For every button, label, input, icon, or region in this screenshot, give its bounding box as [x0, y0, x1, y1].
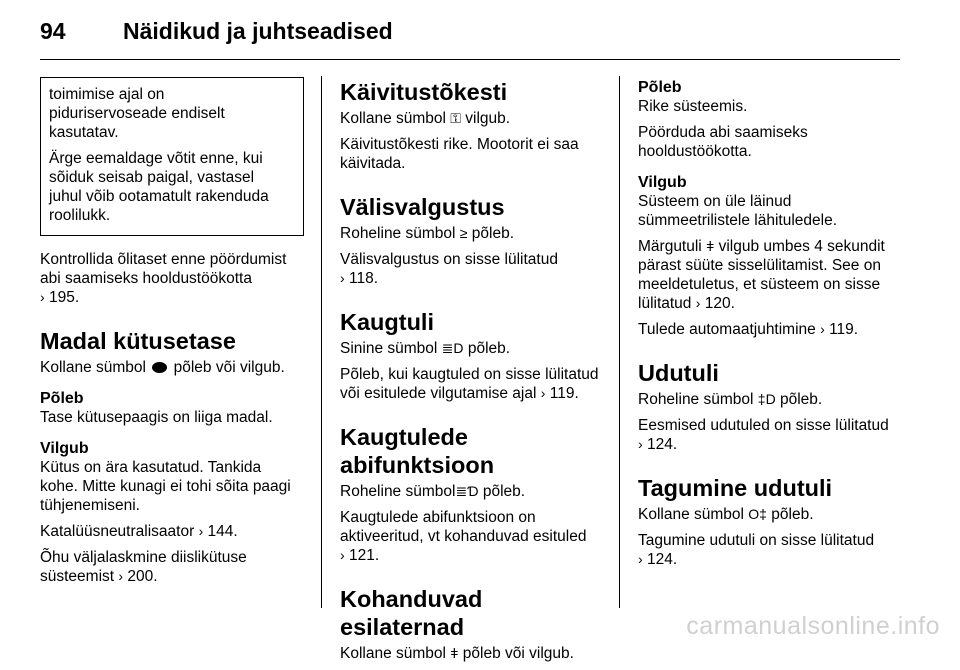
column-3: [638, 78, 903, 576]
text-line: kasutatav.: [49, 124, 119, 141]
text: Kollane sümbol: [40, 359, 146, 376]
warning-box: [40, 77, 304, 236]
text-line: roolilukk.: [49, 207, 111, 224]
blink-paragraph: [638, 237, 903, 313]
ref-arrow-icon: ›: [638, 436, 643, 452]
ref-arrow-icon: ›: [540, 385, 546, 401]
text-line: Kaugtulede abifunktsioon on: [340, 509, 536, 526]
text: Kollane sümbol: [340, 110, 446, 127]
text: põleb.: [780, 391, 823, 408]
exterior-on-paragraph: [340, 250, 605, 288]
key-car-icon: ⚿: [450, 110, 461, 126]
poleb-afl-paragraph: [638, 123, 903, 161]
header-divider: [40, 59, 900, 60]
heading-vilgub-afl: Vilgub: [638, 174, 687, 191]
page-ref[interactable]: 124.: [646, 551, 678, 568]
text-line: Pöörduda abi saamiseks: [638, 124, 808, 141]
text-line: tühjenemiseni.: [40, 497, 140, 514]
warning-paragraph-2: [49, 149, 295, 225]
text-line: sõiduk seisab paigal, vastasel: [49, 169, 255, 186]
adaptive-headlight-icon: ǂ: [706, 238, 715, 254]
column-divider-1: [321, 76, 322, 608]
highbeam-on-paragraph: [340, 365, 605, 403]
page-ref[interactable]: 144.: [207, 523, 238, 540]
text-line: Ärge eemaldage võtit enne, kui: [49, 150, 263, 167]
heading-poleb: Põleb: [40, 390, 84, 407]
text: põleb või vilgub.: [462, 645, 574, 662]
heading-poleb-afl: Põleb: [638, 79, 682, 96]
page-ref[interactable]: 119.: [829, 321, 859, 338]
column-1: [40, 78, 304, 593]
poleb-text: Tase kütusepaagis on liiga madal.: [40, 409, 273, 426]
fuel-paragraph: [40, 358, 304, 377]
catalyst-paragraph: [40, 522, 304, 541]
text-line: kohe. Mitte kunagi ei tohi sõita paagi: [40, 478, 291, 495]
text-line: Süsteem on üle läinud: [638, 193, 792, 210]
ref-arrow-icon: ›: [40, 289, 45, 305]
text-line: Käivitustõkesti rike. Mootorit ei saa: [340, 136, 579, 153]
text: või esitulede vilgutamise ajal: [340, 385, 537, 402]
text: vilgub.: [465, 110, 511, 127]
hbassist-on-paragraph: [340, 508, 605, 565]
page-ref[interactable]: 195.: [48, 289, 80, 306]
highbeam-paragraph: [340, 339, 605, 358]
text-line: meeldetuletus, et süsteem on sisse: [638, 276, 881, 293]
text-line: juhul võib ootamatult rakenduda: [49, 188, 269, 205]
afl-paragraph: [340, 644, 605, 663]
adaptive-headlight-icon: ǂ: [450, 645, 459, 661]
emission-paragraph: [40, 548, 304, 586]
text: Roheline sümbol: [638, 391, 754, 408]
text: põleb.: [482, 483, 526, 500]
text: põleb või vilgub.: [173, 359, 285, 376]
text-line: Kütus on ära kasutatud. Tankida: [40, 459, 262, 476]
heading-immobilizer: Käivitustõkesti: [340, 79, 508, 105]
text-line: käivitada.: [340, 155, 406, 172]
heading-rear-fog-light: Tagumine udutuli: [638, 475, 833, 501]
ref-arrow-icon: ›: [198, 523, 204, 539]
exterior-paragraph: [340, 224, 605, 243]
hbassist-paragraph: [340, 482, 605, 501]
column-2: [340, 78, 605, 670]
fog-paragraph: [638, 390, 903, 409]
page-ref[interactable]: 121.: [348, 547, 380, 564]
fog-on-paragraph: [638, 416, 903, 454]
text: põleb.: [467, 340, 511, 357]
heading-exterior-lights: Välisvalgustus: [340, 194, 505, 220]
page-header: [40, 18, 900, 58]
text: Kollane sümbol: [340, 645, 446, 662]
page-ref[interactable]: 118.: [348, 270, 379, 287]
immobilizer-paragraph: [340, 109, 605, 128]
text: Kollane sümbol: [638, 506, 744, 523]
page-title: Näidikud ja juhtseadised: [123, 18, 393, 44]
text: põleb.: [471, 225, 515, 242]
text-line: Tagumine udutuli on sisse lülitatud: [638, 532, 875, 549]
heading-low-fuel: Madal kütusetase: [40, 328, 236, 354]
page-ref[interactable]: 124.: [646, 436, 678, 453]
text-line: sümmeetrilistele lähituledele.: [638, 212, 838, 229]
heading-high-beam-assist: Kaugtulede abifunktsioon: [340, 424, 495, 478]
page-number: 94: [40, 18, 66, 44]
text: Sinine sümbol: [340, 340, 438, 357]
text: vilgub umbes 4 sekundit: [718, 238, 885, 255]
text: lülitatud: [638, 295, 692, 312]
text-line: Eesmised udutuled on sisse lülitatud: [638, 417, 889, 434]
text-line: hooldustöökotta.: [638, 143, 752, 160]
text: Roheline sümbol: [340, 225, 456, 242]
rearfog-on-paragraph: [638, 531, 903, 569]
auto-light-paragraph: [638, 320, 903, 339]
text-line: toimimise ajal on: [49, 86, 165, 103]
text: põleb.: [771, 506, 814, 523]
high-beam-icon: ≣D: [441, 340, 464, 356]
page-ref[interactable]: 119.: [549, 385, 579, 402]
text: Katalüüsneutralisaator: [40, 523, 195, 540]
text: Märgutuli: [638, 238, 702, 255]
rearfog-paragraph: [638, 505, 903, 524]
column-divider-2: [619, 76, 620, 608]
fuel-pump-icon: [152, 362, 167, 373]
ref-arrow-icon: ›: [695, 295, 701, 311]
page-ref[interactable]: 120.: [704, 295, 735, 312]
rear-fog-icon: O‡: [748, 506, 767, 522]
heading-adaptive-headlights: Kohanduvad esilaternad: [340, 586, 483, 640]
text: Tulede automaatjuhtimine: [638, 321, 816, 338]
heading-fog-light: Udutuli: [638, 360, 719, 386]
text-line: abi saamiseks hooldustöökotta: [40, 270, 252, 287]
ref-arrow-icon: ›: [340, 547, 345, 563]
front-fog-icon: ‡D: [757, 391, 776, 407]
ref-arrow-icon: ›: [638, 551, 643, 567]
text-line: piduriservoseade endiselt: [49, 105, 225, 122]
heading-vilgub: Vilgub: [40, 440, 89, 457]
side-light-icon: ≥: [459, 225, 468, 241]
vilgub-paragraph: [40, 458, 304, 515]
text-line: Põleb, kui kaugtuled on sisse lülitatud: [340, 366, 599, 383]
ref-arrow-icon: ›: [820, 321, 825, 337]
page-ref[interactable]: 200.: [127, 568, 158, 585]
ref-arrow-icon: ›: [340, 270, 345, 286]
poleb-afl-text: Rike süsteemis.: [638, 98, 748, 115]
text-line: Õhu väljalaskmine diislikütuse: [40, 549, 247, 566]
text-line: pärast süüte sisselülitamist. See on: [638, 257, 881, 274]
text-line: aktiveeritud, vt kohanduvad esituled: [340, 528, 587, 545]
text-line: Kontrollida õlitaset enne pöördumist: [40, 251, 287, 268]
text: süsteemist: [40, 568, 115, 585]
text: Roheline sümbol: [340, 483, 456, 500]
high-beam-assist-icon: ≣Ɗ: [455, 483, 479, 499]
warning-paragraph-1: [49, 85, 295, 142]
ref-arrow-icon: ›: [118, 568, 124, 584]
text-line: Välisvalgustus on sisse lülitatud: [340, 251, 558, 268]
oil-check-paragraph: [40, 250, 304, 307]
heading-high-beam: Kaugtuli: [340, 309, 434, 335]
vilgub-afl-paragraph: [638, 192, 903, 230]
immobilizer-fault-paragraph: [340, 135, 605, 173]
watermark: carmanualsonline.info: [686, 612, 940, 640]
